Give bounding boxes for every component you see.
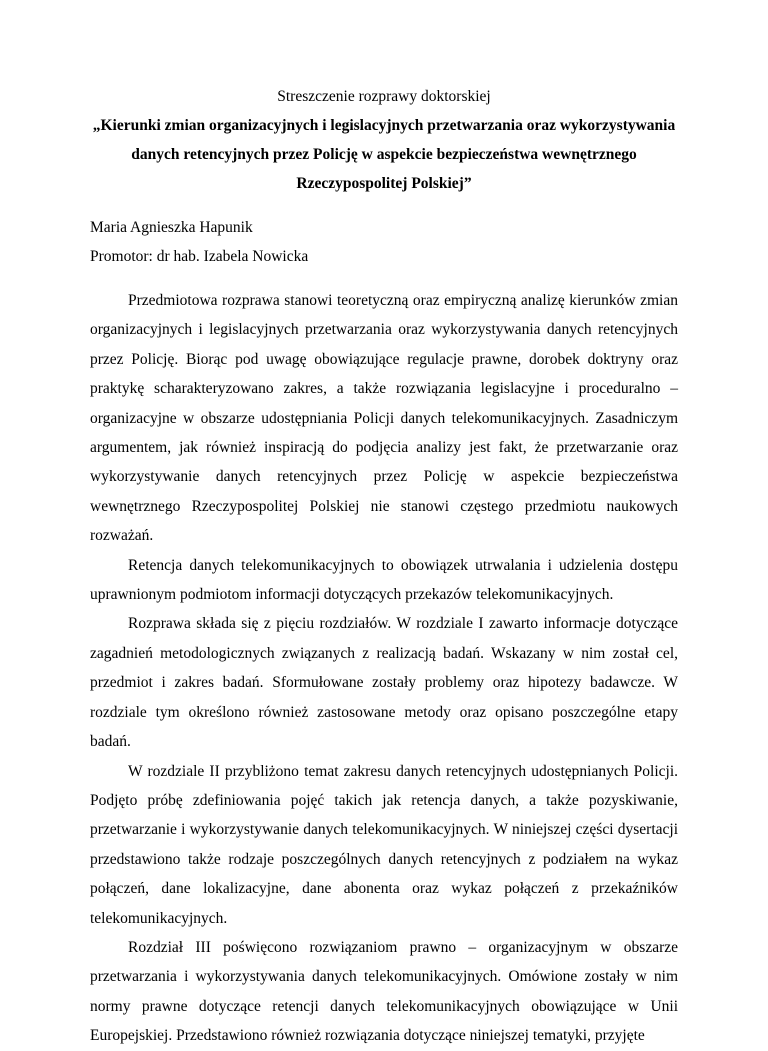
document-subtitle: Streszczenie rozprawy doktorskiej bbox=[277, 88, 491, 105]
author-name: Maria Agnieszka Hapunik bbox=[90, 219, 253, 236]
document-title: „Kierunki zmian organizacyjnych i legislacyjnych przetwarzania oraz wykorzystywania danych retencyjnych przez Policję w aspekcie bezpieczeństwa wewnętrznego Rzeczypospolitej Polskiej” bbox=[92, 117, 676, 192]
paragraph: Rozdział III poświęcono rozwiązaniom prawno – organizacyjnym w obszarze przetwarzania i wykorzystywania danych telekomunikacyjnych. Omówione zostały w nim normy prawne dotyczące retencji danych telekomunikacyjnych obowiązujące w Unii Europejskiej. Przedstawiono również rozwiązania dotyczące niniejszej tematyki, przyjęte bbox=[90, 938, 678, 1045]
document-body bbox=[90, 286, 678, 1051]
document-meta bbox=[90, 213, 678, 271]
paragraph: Przedmiotowa rozprawa stanowi teoretyczną oraz empiryczną analizę kierunków zmian organizacyjnych i legislacyjnych przetwarzania oraz wykorzystywania danych retencyjnych przez Policję. Biorąc pod uwagę obowiązujące regulacje prawne, dorobek doktryny oraz praktykę scharakteryzowano zakres, a także rozwiązania legislacyjne i proceduralno – organizacyjne w obszarze udostępniania Policji danych telekomunikacyjnych. Zasadniczym argumentem, jak również inspiracją do podjęcia analizy jest fakt, że przetwarzanie oraz wykorzystywanie danych retencyjnych przez Policję w aspekcie bezpieczeństwa wewnętrznego Rzeczypospolitej Polskiej nie stanowi częstego przedmiotu naukowych rozważań. bbox=[90, 292, 678, 545]
promoter-line: Promotor: dr hab. Izabela Nowicka bbox=[90, 248, 309, 265]
paragraph: Rozprawa składa się z pięciu rozdziałów. W rozdziale I zawarto informacje dotyczące zagadnień metodologicznych związanych z realizacją badań. Wskazany w nim został cel, przedmiot i zakres badań. Sformułowane zostały problemy oraz hipotezy badawcze. W rozdziale tym określono również zastosowane metody oraz opisano poszczególne etapy badań. bbox=[90, 615, 678, 751]
paragraph: Retencja danych telekomunikacyjnych to obowiązek utrwalania i udzielenia dostępu uprawnionym podmiotom informacji dotyczących przekazów telekomunikacyjnych. bbox=[90, 556, 678, 604]
paragraph: W rozdziale II przybliżono temat zakresu danych retencyjnych udostępnianych Policji. Podjęto próbę zdefiniowania pojęć takich jak retencja danych, a także pozyskiwanie, przetwarzanie i wykorzystywanie danych telekomunikacyjnych. W niniejszej części dysertacji przedstawiono także rodzaje poszczególnych danych retencyjnych z podziałem na wykaz połączeń, dane lokalizacyjne, dane abonenta oraz wykaz połączeń z przekaźników telekomunikacyjnych. bbox=[90, 762, 678, 927]
